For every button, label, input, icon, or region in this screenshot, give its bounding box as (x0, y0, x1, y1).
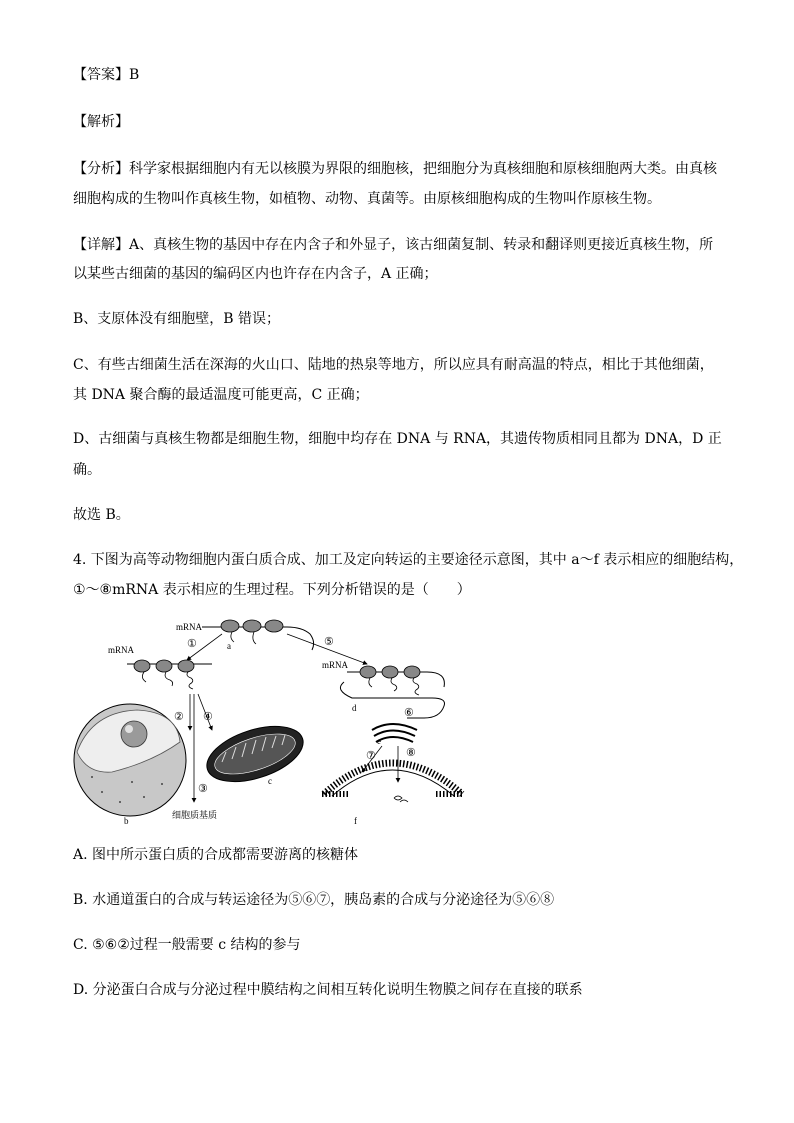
label-e: e (377, 736, 381, 746)
answer-line (73, 66, 139, 84)
question-stem-1: 4. 下图为高等动物细胞内蛋白质合成、加工及定向转运的主要途径示意图，其中 a～f 表示相应的细胞结构， (73, 552, 744, 568)
mrna-left-label: mRNA (108, 645, 135, 655)
mitochondrion-c (200, 716, 310, 793)
answer-label: 【答案】 (73, 67, 129, 83)
label-d: d (352, 703, 357, 713)
mrna-top-label: mRNA (176, 622, 203, 632)
protein-pathway-figure (72, 612, 472, 827)
label-f: f (354, 816, 357, 826)
xiangjie-line-2: 以某些古细菌的基因的编码区内也许存在内含子，A 正确； (73, 266, 438, 282)
xiangjie-line-6: D、古细菌与真核生物都是细胞生物，细胞中均存在 DNA 与 RNA，其遗传物质相同且都为 DNA，D 正 (73, 431, 722, 447)
step-6: ⑥ (404, 707, 414, 719)
label-c: c (268, 776, 272, 786)
step-2: ② (174, 711, 184, 723)
label-a: a (227, 641, 231, 651)
mrna-right-label: mRNA (322, 660, 349, 670)
answer-value: B (129, 67, 140, 83)
option-c: C. ⑤⑥②过程一般需要 c 结构的参与 (73, 937, 301, 953)
step-3: ③ (198, 783, 208, 795)
step-1: ① (187, 638, 197, 650)
free-ribosomes (127, 660, 212, 689)
analysis-label: 【解析】 (73, 114, 129, 130)
cell-membrane-f (322, 763, 464, 802)
step-4: ④ (203, 711, 213, 723)
nucleus-b (74, 704, 186, 816)
option-a: A. 图中所示蛋白质的合成都需要游离的核糖体 (73, 847, 359, 863)
ribosome-group-a (202, 620, 314, 650)
fenxi-line-2: 细胞构成的生物叫作真核生物，如植物、动物、真菌等。由原核细胞构成的生物叫作原核生物。 (73, 191, 661, 207)
question-stem-2: ①～⑧mRNA 表示相应的生理过程。下列分析错误的是（ ） (73, 582, 471, 598)
fenxi-line-1: 【分析】科学家根据细胞内有无以核膜为界限的细胞核，把细胞分为真核细胞和原核细胞两大类。由真核 (73, 161, 717, 177)
xiangjie-line-1: 【详解】A、真核生物的基因中存在内含子和外显子，该古细菌复制、转录和翻译则更接近真核生物，所 (73, 237, 714, 253)
xiangjie-line-8: 故选 B。 (73, 507, 130, 523)
xiangjie-line-3: B、支原体没有细胞壁，B 错误； (73, 311, 281, 327)
option-b: B. 水通道蛋白的合成与转运途径为⑤⑥⑦，胰岛素的合成与分泌途径为⑤⑥⑧ (73, 892, 555, 908)
step-5: ⑤ (324, 636, 334, 648)
step-7: ⑦ (366, 750, 376, 762)
xiangjie-line-5: 其 DNA 聚合酶的最适温度可能更高，C 正确； (73, 387, 369, 403)
xiangjie-line-7: 确。 (73, 462, 101, 478)
step-8: ⑧ (406, 747, 416, 759)
xiangjie-line-4: C、有些古细菌生活在深海的火山口、陆地的热泉等地方，所以应具有耐高温的特点，相比于其他细菌， (73, 357, 714, 373)
label-b: b (124, 816, 129, 826)
cytoplasm-label: 细胞质基质 (172, 810, 218, 820)
option-d: D. 分泌蛋白合成与分泌过程中膜结构之间相互转化说明生物膜之间存在直接的联系 (73, 982, 583, 998)
